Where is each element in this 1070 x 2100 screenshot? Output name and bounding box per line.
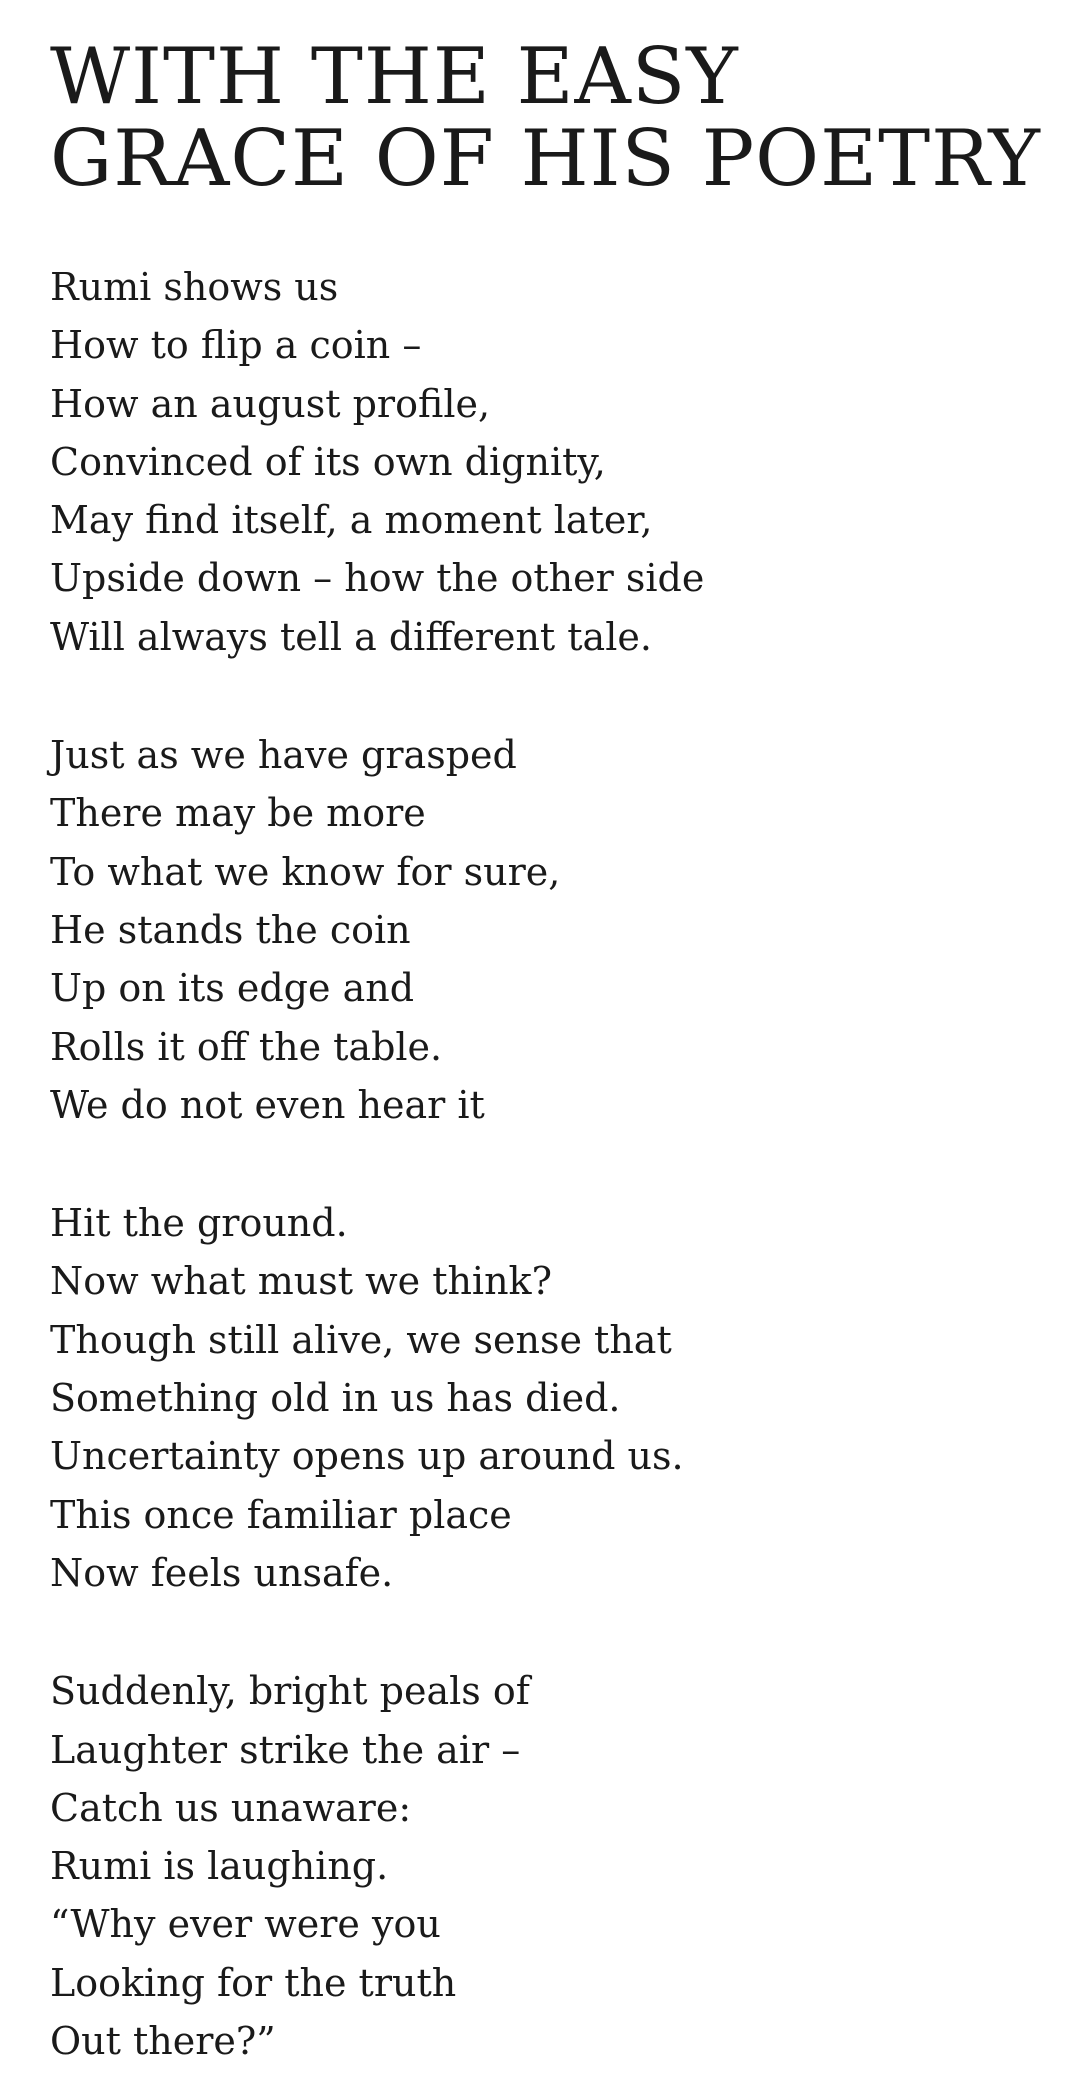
poem-line: Rumi shows us (50, 265, 339, 309)
poem-line: Just as we have grasped (50, 733, 517, 778)
poem-line: Looking for the truth (50, 1960, 457, 2005)
poem-line: May find itself, a moment later, (50, 498, 653, 543)
poem-line: There may be more (50, 791, 426, 836)
poem-line: Rolls it off the table. (50, 1024, 443, 1069)
poem-line: How an august profile, (50, 381, 491, 426)
poem-line: Something old in us has died. (50, 1376, 621, 1421)
stanza-1 (50, 258, 1030, 666)
poem-line: Though still alive, we sense that (50, 1317, 672, 1362)
poem-title (50, 32, 1041, 204)
poem-line: Up on its edge and (50, 966, 415, 1011)
poem-line: Convinced of its own dignity, (50, 439, 606, 484)
poem-line: “Why ever were you (50, 1902, 441, 1947)
title-line-2: GRACE OF HIS POETRY (50, 114, 1041, 204)
poem-page (50, 32, 1041, 2070)
poem-line: To what we know for sure, (50, 849, 561, 894)
poem-line: This once familiar place (50, 1492, 512, 1537)
poem-line: Now what must we think? (50, 1259, 552, 1304)
poem-line: We do not even hear it (50, 1082, 485, 1127)
stanza-3 (50, 1194, 1030, 1602)
poem-line: Rumi is laughing. (50, 1844, 389, 1889)
stanza-2 (50, 726, 1030, 1134)
poem-line: Upside down – how the other side (50, 556, 705, 601)
poem-line: Now feels unsafe. (50, 1550, 394, 1595)
poem-line: Out there?” (50, 2019, 276, 2064)
title-line-1: WITH THE EASY (50, 32, 739, 122)
poem-line: Laughter strike the air – (50, 1727, 521, 1772)
stanza-4 (50, 1662, 1030, 2070)
poem-line: He stands the coin (50, 907, 411, 952)
poem-line: Will always tell a different tale. (50, 614, 652, 659)
poem-body (50, 258, 1030, 2070)
poem-line: Catch us unaware: (50, 1785, 412, 1830)
poem-line: Uncertainty opens up around us. (50, 1434, 684, 1479)
poem-line: Suddenly, bright peals of (50, 1669, 530, 1714)
poem-line: How to flip a coin – (50, 323, 422, 368)
poem-line: Hit the ground. (50, 1201, 348, 1246)
